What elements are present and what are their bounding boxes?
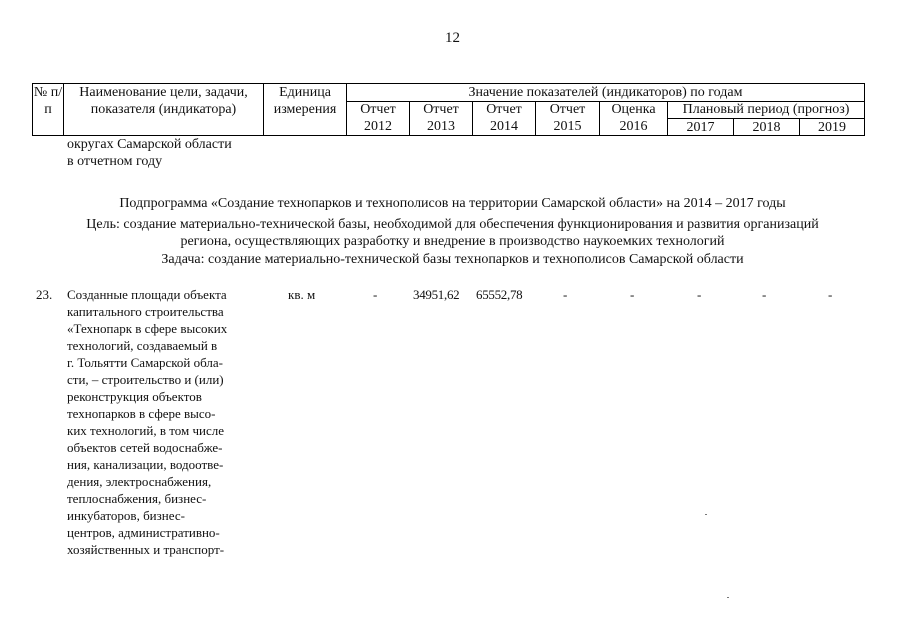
text-line: реконструкция объектов <box>67 389 202 404</box>
col-type: Отчет <box>486 102 522 117</box>
text-line: округах Самарской области <box>67 137 232 152</box>
text-line: инкубаторов, бизнес- <box>67 508 185 523</box>
col-year: 2016 <box>619 119 648 134</box>
text-line: ния, канализации, водоотве- <box>67 457 224 472</box>
col-type: Отчет <box>360 102 396 117</box>
scan-speck <box>705 514 707 515</box>
row-unit: кв. м <box>288 287 316 302</box>
value-2016: - <box>630 287 635 302</box>
value-2019: - <box>828 287 833 302</box>
text-line: технологий, создаваемый в <box>67 338 218 353</box>
col-type: Оценка <box>611 102 656 117</box>
subprogram-goal-line1: Цель: создание материально-технической базы, необходимой для обеспечения функционирования и развития организаций <box>86 217 819 232</box>
col-year: 2015 <box>553 119 582 134</box>
text-line: капитального строительства <box>67 304 224 319</box>
value-2018: - <box>762 287 767 302</box>
values-group-header: Значение показателей (индикаторов) по годам <box>468 85 743 100</box>
scan-speck <box>727 597 729 598</box>
col-2015-header <box>536 101 599 135</box>
col-2014-header <box>473 101 535 135</box>
text-line: ких технологий, в том числе <box>67 423 224 438</box>
col-2016-header <box>600 101 667 135</box>
col-type: Отчет <box>549 102 586 117</box>
col-year: 2014 <box>490 119 518 134</box>
text-line: дения, электроснабжения, <box>67 474 212 489</box>
vline <box>864 83 865 136</box>
text-line: хозяйственных и транспорт- <box>67 542 225 557</box>
col-2019-header: 2019 <box>818 120 846 135</box>
col-2018-header: 2018 <box>752 120 781 135</box>
name-column-header: Наименование цели, задачи, показателя (индикатора) <box>79 85 248 117</box>
text-line: сти, – строительство и (или) <box>67 372 224 387</box>
col-year: 2013 <box>427 119 455 134</box>
text-line: теплоснабжения, бизнес- <box>67 491 207 506</box>
text-line: объектов сетей водоснабже- <box>67 440 223 455</box>
value-2017: - <box>697 287 702 302</box>
text-line: центров, административно- <box>67 525 220 540</box>
subprogram-task: Задача: создание материально-технической базы технопарков и технополисов Самарской области <box>161 252 744 267</box>
unit-column-header: Единица измерения <box>273 85 337 117</box>
value-2013: 34951,62 <box>413 287 460 302</box>
continued-row-text <box>67 136 232 170</box>
text-line: Созданные площади объекта <box>67 287 227 302</box>
page-number: 12 <box>445 30 460 46</box>
text-line: в отчетном году <box>67 154 163 169</box>
col-2017-header: 2017 <box>686 120 715 135</box>
value-2012: - <box>373 287 378 302</box>
col-2013-header <box>410 101 472 135</box>
value-2014: 65552,78 <box>476 287 523 302</box>
col-2012-header <box>347 101 409 135</box>
text-line: г. Тольятти Самарской обла- <box>67 355 223 370</box>
col-type: Отчет <box>423 102 459 117</box>
planned-period-header: Плановый период (прогноз) <box>682 102 850 117</box>
col-year: 2012 <box>364 119 392 134</box>
row-number: 23. <box>36 287 53 302</box>
subprogram-goal-line2: региона, осуществляющих разработку и внедрение в производство наукоемких технологий <box>180 234 725 249</box>
text-line: «Технопарк в сфере высоких <box>67 321 228 336</box>
value-2015: - <box>563 287 568 302</box>
row-indicator-name <box>67 286 267 558</box>
text-line: технопарков в сфере высо- <box>67 406 216 421</box>
subprogram-title: Подпрограмма «Создание технопарков и технополисов на территории Самарской области» на 2014 – 2017 годы <box>119 196 786 211</box>
num-column-header: № п/п <box>33 85 63 117</box>
